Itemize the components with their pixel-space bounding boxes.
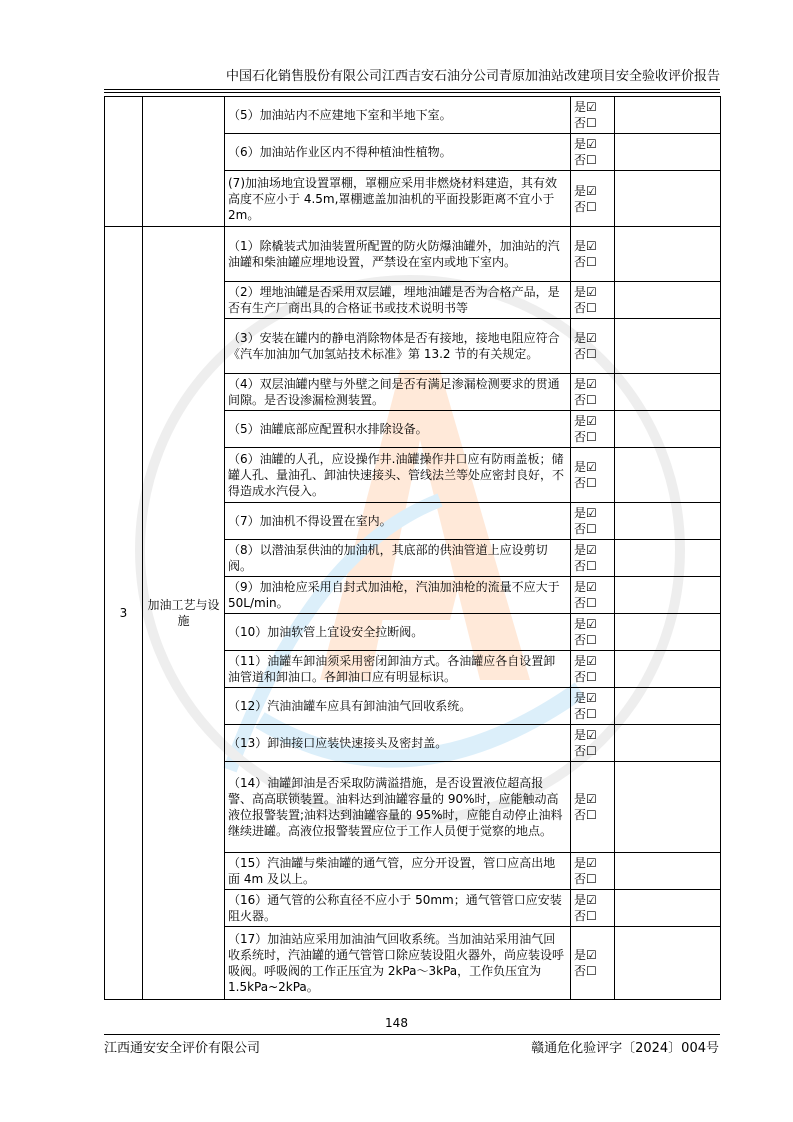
check-item: （12）汽油油罐车应具有卸油油气回收系统。 (225, 688, 571, 725)
no-unchecked: 否☐ (574, 255, 597, 269)
no-unchecked: 否☐ (574, 522, 597, 536)
remark-cell (615, 725, 721, 762)
check-item: （6）加油站作业区内不得种植油性植物。 (225, 134, 571, 171)
no-unchecked: 否☐ (574, 872, 597, 886)
check-item: （4）双层油罐内壁与外壁之间是否有满足渗漏检测要求的贯通间隙。是否设渗漏检测装置。 (225, 374, 571, 411)
remark-cell (615, 651, 721, 688)
check-item: （10）加油软管上宜设安全拉断阀。 (225, 614, 571, 651)
result-cell (571, 577, 615, 614)
yes-checked: 是☑ (574, 792, 597, 806)
result-cell (571, 890, 615, 927)
remark-cell (615, 853, 721, 890)
yes-checked: 是☑ (574, 239, 597, 253)
yes-checked: 是☑ (574, 460, 597, 474)
header-rule-thin (104, 92, 720, 93)
result-cell (571, 503, 615, 540)
result-cell (571, 614, 615, 651)
yes-checked: 是☑ (574, 100, 597, 114)
remark-cell (615, 134, 721, 171)
yes-checked: 是☑ (574, 377, 597, 391)
yes-checked: 是☑ (574, 580, 597, 594)
yes-checked: 是☑ (574, 691, 597, 705)
yes-checked: 是☑ (574, 137, 597, 151)
no-unchecked: 否☐ (574, 347, 597, 361)
result-cell (571, 762, 615, 853)
no-unchecked: 否☐ (574, 199, 597, 214)
yes-checked: 是☑ (574, 183, 597, 198)
remark-cell (615, 319, 721, 374)
footer-rule (104, 1034, 720, 1035)
check-item: （11）油罐车卸油须采用密闭卸油方式。各油罐应各自设置卸油管道和卸油口。各卸油口应有明显标识。 (225, 651, 571, 688)
check-item: （2）埋地油罐是否采用双层罐，埋地油罐是否为合格产品，是否有生产厂商出具的合格证书或技术说明书等 (225, 282, 571, 319)
remark-cell (615, 97, 721, 134)
no-unchecked: 否☐ (574, 633, 597, 647)
header-rule (104, 89, 720, 90)
no-unchecked: 否☐ (574, 707, 597, 721)
yes-checked: 是☑ (574, 948, 597, 962)
result-cell (571, 171, 615, 227)
safety-checklist-table (104, 96, 721, 1000)
remark-cell (615, 927, 721, 1000)
yes-checked: 是☑ (574, 543, 597, 557)
yes-checked: 是☑ (574, 506, 597, 520)
no-unchecked: 否☐ (574, 744, 597, 758)
yes-checked: 是☑ (574, 728, 597, 742)
result-cell (571, 853, 615, 890)
no-unchecked: 否☐ (574, 430, 597, 444)
no-unchecked: 否☐ (574, 596, 597, 610)
yes-checked: 是☑ (574, 617, 597, 631)
no-unchecked: 否☐ (574, 964, 597, 978)
result-cell (571, 374, 615, 411)
no-unchecked: 否☐ (574, 153, 597, 167)
result-cell (571, 927, 615, 1000)
remark-cell (615, 374, 721, 411)
remark-cell (615, 503, 721, 540)
remark-cell (615, 540, 721, 577)
check-item: （3）安装在罐内的静电消除物体是否有接地，接地电阻应符合《汽车加油加气加氢站技术标准》第 13.2 节的有关规定。 (225, 319, 571, 374)
check-item: （8）以潜油泵供油的加油机，其底部的供油管道上应设剪切阀。 (225, 540, 571, 577)
result-cell (571, 227, 615, 282)
remark-cell (615, 577, 721, 614)
remark-cell (615, 448, 721, 503)
prev-category-cell (143, 97, 225, 227)
result-cell (571, 448, 615, 503)
result-cell (571, 319, 615, 374)
yes-checked: 是☑ (574, 893, 597, 907)
result-cell (571, 540, 615, 577)
no-unchecked: 否☐ (574, 909, 597, 923)
check-item: （15）汽油罐与柴油罐的通气管，应分开设置，管口应高出地面 4m 及以上。 (225, 853, 571, 890)
result-cell (571, 725, 615, 762)
no-unchecked: 否☐ (574, 116, 597, 130)
no-unchecked: 否☐ (574, 476, 597, 490)
no-unchecked: 否☐ (574, 670, 597, 684)
check-item: （6）油罐的人孔，应设操作井.油罐操作井口应有防雨盖板；储罐人孔、量油孔、卸油快速接头、管线法兰等处应密封良好，不得造成水汽侵入。 (225, 448, 571, 503)
yes-checked: 是☑ (574, 654, 597, 668)
result-cell (571, 651, 615, 688)
footer-doc-number: 赣通危化验评字〔2024〕004号 (531, 1041, 719, 1056)
section-category: 加油工艺与设施 (143, 227, 225, 1000)
remark-cell (615, 614, 721, 651)
check-item: （9）加油枪应采用自封式加油枪，汽油加油枪的流量不应大于 50L/min。 (225, 577, 571, 614)
check-item: （13）卸油接口应装快速接头及密封盖。 (225, 725, 571, 762)
remark-cell (615, 762, 721, 853)
footer-company: 江西通安安全评价有限公司 (104, 1041, 261, 1056)
remark-cell (615, 227, 721, 282)
result-cell (571, 688, 615, 725)
remark-cell (615, 890, 721, 927)
result-cell (571, 97, 615, 134)
no-unchecked: 否☐ (574, 808, 597, 822)
check-item: （5）加油站内不应建地下室和半地下室。 (225, 97, 571, 134)
yes-checked: 是☑ (574, 331, 597, 345)
result-cell (571, 411, 615, 448)
check-item: （7）加油机不得设置在室内。 (225, 503, 571, 540)
page-number: 148 (385, 1016, 408, 1030)
remark-cell (615, 282, 721, 319)
table-row (105, 227, 721, 282)
remark-cell (615, 688, 721, 725)
section-index: 3 (105, 227, 143, 1000)
no-unchecked: 否☐ (574, 393, 597, 407)
yes-checked: 是☑ (574, 856, 597, 870)
page-header-title: 中国石化销售股份有限公司江西吉安石油分公司青原加油站改建项目安全验收评价报告 (225, 69, 720, 84)
no-unchecked: 否☐ (574, 559, 597, 573)
check-item: （14）油罐卸油是否采取防满溢措施，是否设置液位超高报警、高高联锁装置。油料达到油罐容量的 90%时，应能触动高液位报警装置;油料达到油罐容量的 95%时，应能自动停止油料继续进罐。高液位报警装置应位于工作人员便于觉察的地点。 (225, 762, 571, 853)
table-row (105, 97, 721, 134)
result-cell (571, 134, 615, 171)
yes-checked: 是☑ (574, 414, 597, 428)
yes-checked: 是☑ (574, 285, 597, 299)
check-item: (7)加油场地宜设置罩棚，罩棚应采用非燃烧材料建造，其有效高度不应小于 4.5m,罩棚遮盖加油机的平面投影距离不宜小于 2m。 (225, 171, 571, 227)
remark-cell (615, 411, 721, 448)
check-item: （5）油罐底部应配置积水排除设备。 (225, 411, 571, 448)
no-unchecked: 否☐ (574, 301, 597, 315)
check-item: （1）除橇装式加油装置所配置的防火防爆油罐外，加油站的汽油罐和柴油罐应埋地设置，严禁设在室内或地下室内。 (225, 227, 571, 282)
check-item: （17）加油站应采用加油油气回收系统。当加油站采用油气回收系统时，汽油罐的通气管管口除应装设阻火器外，尚应装设呼吸阀。呼吸阀的工作正压宜为 2kPa～3kPa，工作负压宜为 1.5kPa~2kPa。 (225, 927, 571, 1000)
check-item: （16）通气管的公称直径不应小于 50mm；通气管管口应安装阻火器。 (225, 890, 571, 927)
remark-cell (615, 171, 721, 227)
prev-index-cell (105, 97, 143, 227)
result-cell (571, 282, 615, 319)
